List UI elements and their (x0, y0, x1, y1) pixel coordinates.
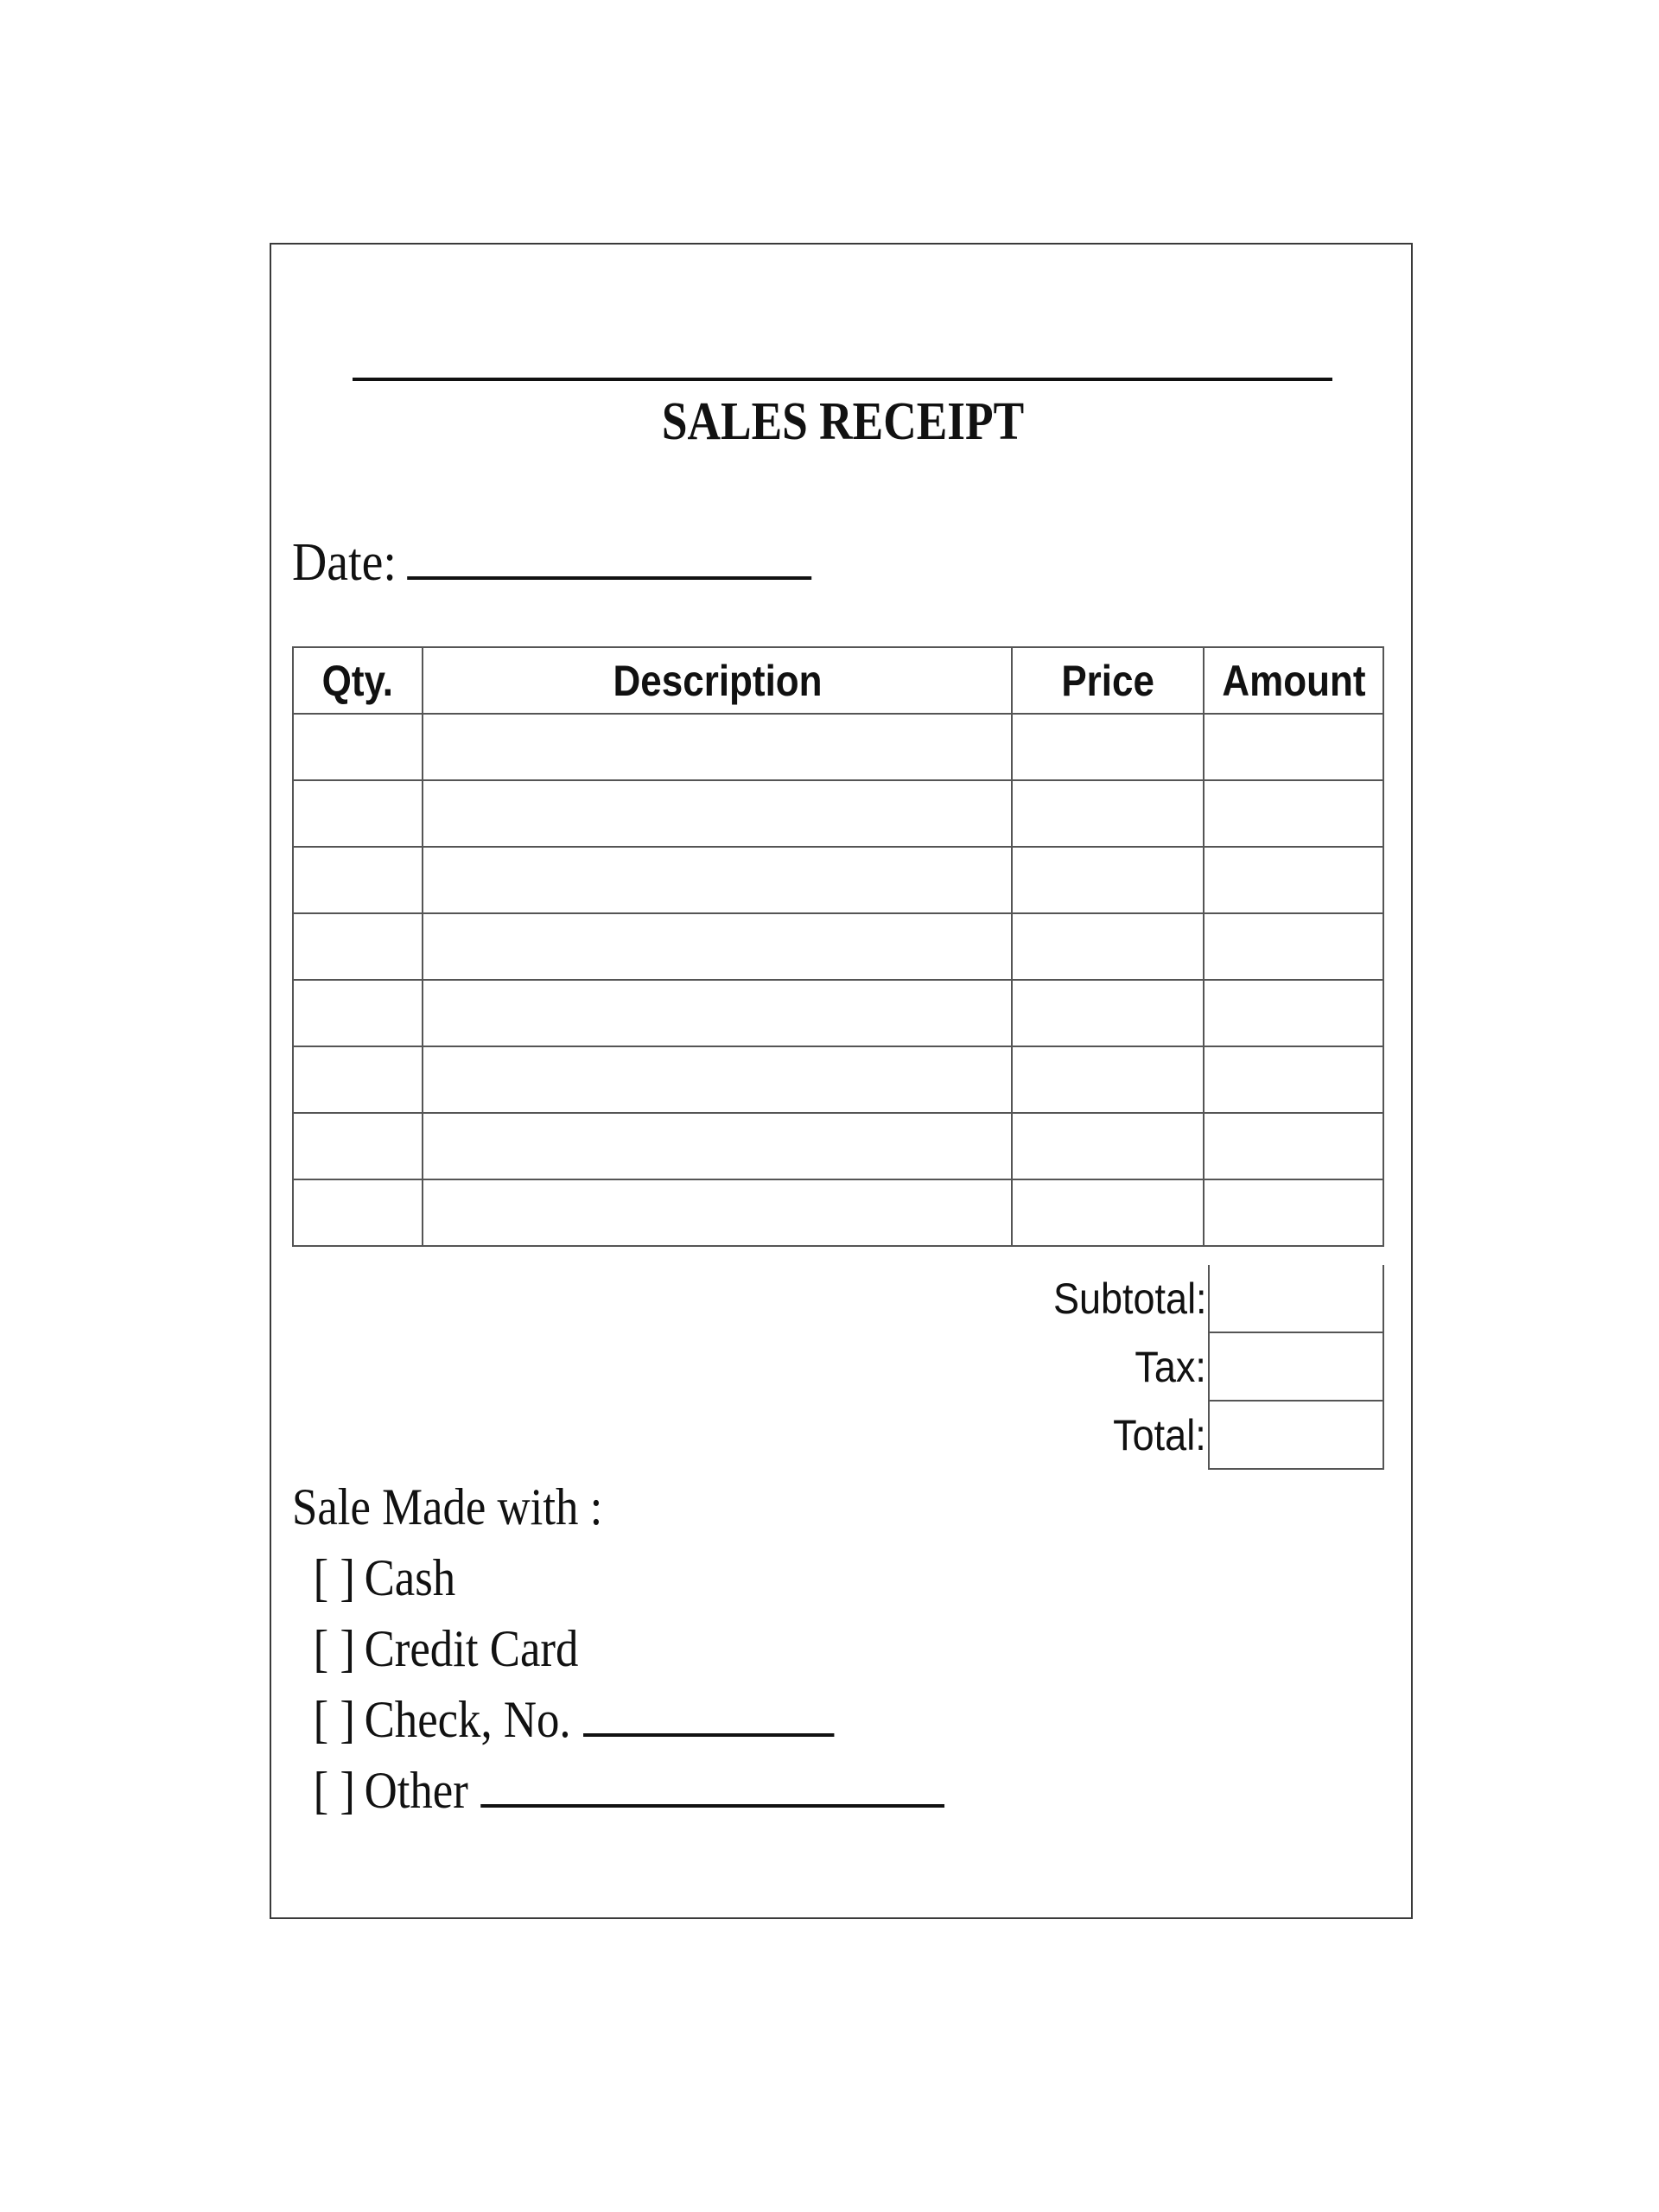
other-method-blank (480, 1804, 944, 1808)
header-qty: Qty. (293, 647, 423, 714)
checkbox-mark: [ ] (313, 1691, 356, 1748)
amount-cell (1204, 1046, 1383, 1113)
table-row (293, 714, 1383, 780)
date-blank (407, 576, 811, 580)
amount-cell (1204, 1113, 1383, 1179)
header-description: Description (423, 647, 1013, 714)
amount-cell (1204, 1179, 1383, 1246)
subtotal-box (1208, 1265, 1384, 1333)
price-cell (1012, 1046, 1203, 1113)
option-label: Credit Card (364, 1620, 579, 1677)
description-cell (423, 980, 1013, 1046)
checkbox-mark: [ ] (313, 1549, 356, 1606)
totals-section (292, 1265, 1384, 1470)
check-number-blank (583, 1733, 834, 1737)
tax-label: Tax: (1135, 1343, 1207, 1391)
header-price: Price (1012, 647, 1203, 714)
table-row (293, 780, 1383, 847)
total-box (1208, 1402, 1384, 1470)
amount-cell (1204, 913, 1383, 980)
option-label: Cash (364, 1549, 456, 1606)
table-row (293, 1046, 1383, 1113)
total-label: Total: (1113, 1411, 1207, 1459)
table-header-row (293, 647, 1383, 714)
receipt-title: SALES RECEIPT (661, 392, 1025, 451)
qty-cell (293, 1113, 423, 1179)
qty-cell (293, 780, 423, 847)
description-cell (423, 913, 1013, 980)
payment-option-other (292, 1755, 944, 1826)
checkbox-mark: [ ] (313, 1620, 356, 1677)
payment-method-section (292, 1471, 1033, 1826)
amount-cell (1204, 847, 1383, 913)
business-name-blank (353, 378, 1332, 381)
qty-cell (293, 1046, 423, 1113)
amount-cell (1204, 714, 1383, 780)
qty-cell (293, 714, 423, 780)
option-label: Other (364, 1762, 468, 1819)
subtotal-row (292, 1265, 1384, 1333)
payment-heading: Sale Made with : (292, 1478, 603, 1535)
total-row (292, 1402, 1384, 1470)
subtotal-label: Subtotal: (1052, 1274, 1207, 1323)
qty-cell (293, 980, 423, 1046)
qty-cell (293, 1179, 423, 1246)
payment-option-cash (292, 1542, 944, 1613)
checkbox-mark: [ ] (313, 1762, 356, 1819)
price-cell (1012, 913, 1203, 980)
description-cell (423, 1179, 1013, 1246)
price-cell (1012, 1179, 1203, 1246)
table-row (293, 980, 1383, 1046)
description-cell (423, 1046, 1013, 1113)
description-cell (423, 780, 1013, 847)
option-label: Check, No. (364, 1691, 571, 1748)
items-table (292, 646, 1384, 1247)
price-cell (1012, 714, 1203, 780)
header-amount: Amount (1204, 647, 1383, 714)
sales-receipt-form (270, 243, 1413, 1919)
date-row (292, 532, 811, 594)
table-row (293, 1179, 1383, 1246)
tax-box (1208, 1333, 1384, 1402)
table-row (293, 913, 1383, 980)
price-cell (1012, 980, 1203, 1046)
table-row (293, 1113, 1383, 1179)
price-cell (1012, 1113, 1203, 1179)
qty-cell (293, 913, 423, 980)
payment-option-credit-card (292, 1613, 944, 1684)
date-label: Date: (292, 533, 397, 592)
description-cell (423, 714, 1013, 780)
amount-cell (1204, 780, 1383, 847)
price-cell (1012, 780, 1203, 847)
payment-option-check (292, 1684, 944, 1755)
description-cell (423, 1113, 1013, 1179)
table-row (293, 847, 1383, 913)
qty-cell (293, 847, 423, 913)
tax-row (292, 1333, 1384, 1402)
amount-cell (1204, 980, 1383, 1046)
price-cell (1012, 847, 1203, 913)
description-cell (423, 847, 1013, 913)
